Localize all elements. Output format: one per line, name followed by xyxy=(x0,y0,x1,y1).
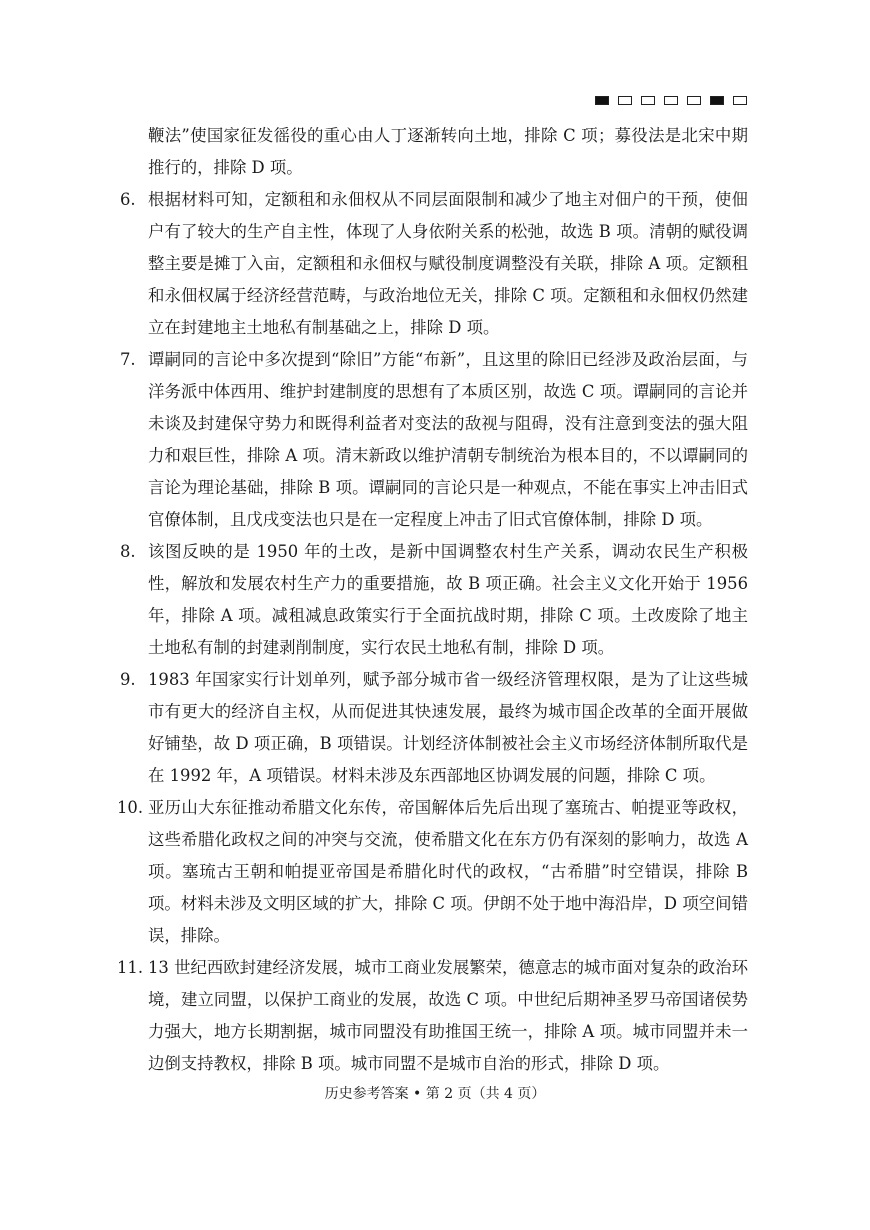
item-text: 该图反映的是 1950 年的土改，是新中国调整农村生产关系，调动农民生产积极性，解放和发展农村生产力的重要措施，故 B 项正确。社会主义文化开始于 1956 年，排除 A 项。减租减息政策实行于全面抗战时期，排除 C 项。土改废除了地主土地私有制的封建剥削制度，实行农民土地私有制，排除 D 项。 xyxy=(148,542,748,657)
marker-1 xyxy=(595,96,609,105)
item-number: 10. xyxy=(117,798,144,817)
marker-2 xyxy=(618,96,632,105)
item-number: 7. xyxy=(120,350,136,369)
item-text: 根据材料可知，定额租和永佃权从不同层面限制和减少了地主对佃户的干预，使佃户有了较大的生产自主性，体现了人身依附关系的松弛，故选 B 项。清朝的赋役调整主要是摊丁入亩，定额租和永佃权与赋役制度调整没有关联，排除 A 项。定额租和永佃权属于经济经营范畴，与政治地位无关，排除 C 项。定额租和永佃权仍然建立在封建地主土地私有制基础之上，排除 D 项。 xyxy=(148,190,748,337)
answer-item-11 xyxy=(117,952,748,1080)
page-footer: 历史参考答案 • 第 2 页（共 4 页） xyxy=(324,1086,546,1102)
continuation-paragraph: 鞭法”使国家征发徭役的重心由人丁逐渐转向土地，排除 C 项；募役法是北宋中期推行的，排除 D 项。 xyxy=(148,126,748,177)
item-number: 9. xyxy=(120,670,136,689)
item-number: 11. xyxy=(117,958,144,977)
answer-item-7 xyxy=(120,344,748,536)
marker-5 xyxy=(687,96,701,105)
answer-item-10 xyxy=(117,792,748,952)
item-text: 谭嗣同的言论中多次提到“除旧”方能“布新”，且这里的除旧已经涉及政治层面，与洋务派中体西用、维护封建制度的思想有了本质区别，故选 C 项。谭嗣同的言论并未谈及封建保守势力和既得利益者对变法的敌视与阻碍，没有注意到变法的强大阻力和艰巨性，排除 A 项。清末新政以维护清朝专制统治为根本目的，不以谭嗣同的言论为理论基础，排除 B 项。谭嗣同的言论只是一种观点，不能在事实上冲击旧式官僚体制，且戊戌变法也只是在一定程度上冲击了旧式官僚体制，排除 D 项。 xyxy=(148,350,748,529)
item-number: 8. xyxy=(120,542,136,561)
marker-7 xyxy=(733,96,747,105)
marker-6 xyxy=(710,96,724,105)
answer-item-6 xyxy=(120,184,748,344)
marker-4 xyxy=(664,96,678,105)
page-position-markers xyxy=(595,96,747,105)
answer-content xyxy=(117,120,748,1080)
item-text: 13 世纪西欧封建经济发展，城市工商业发展繁荣，德意志的城市面对复杂的政治环境，建立同盟，以保护工商业的发展，故选 C 项。中世纪后期神圣罗马帝国诸侯势力强大，地方长期割据，城市同盟没有助推国王统一，排除 A 项。城市同盟并未一边倒支持教权，排除 B 项。城市同盟不是城市自治的形式，排除 D 项。 xyxy=(148,958,748,1073)
item-text: 1983 年国家实行计划单列，赋予部分城市省一级经济管理权限，是为了让这些城市有更大的经济自主权，从而促进其快速发展，最终为城市国企改革的全面开展做好铺垫，故 D 项正确，B 项错误。计划经济体制被社会主义市场经济体制所取代是在 1992 年，A 项错误。材料未涉及东西部地区协调发展的问题，排除 C 项。 xyxy=(148,670,748,785)
answer-item-9 xyxy=(120,664,748,792)
item-text: 亚历山大东征推动希腊文化东传，帝国解体后先后出现了塞琉古、帕提亚等政权，这些希腊化政权之间的冲突与交流，使希腊文化在东方仍有深刻的影响力，故选 A 项。塞琉古王朝和帕提亚帝国是希腊化时代的政权，“古希腊”时空错误，排除 B 项。材料未涉及文明区域的扩大，排除 C 项。伊朗不处于地中海沿岸，D 项空间错误，排除。 xyxy=(148,798,748,945)
item-number: 6. xyxy=(120,190,136,209)
marker-3 xyxy=(641,96,655,105)
answer-item-8 xyxy=(120,536,748,664)
